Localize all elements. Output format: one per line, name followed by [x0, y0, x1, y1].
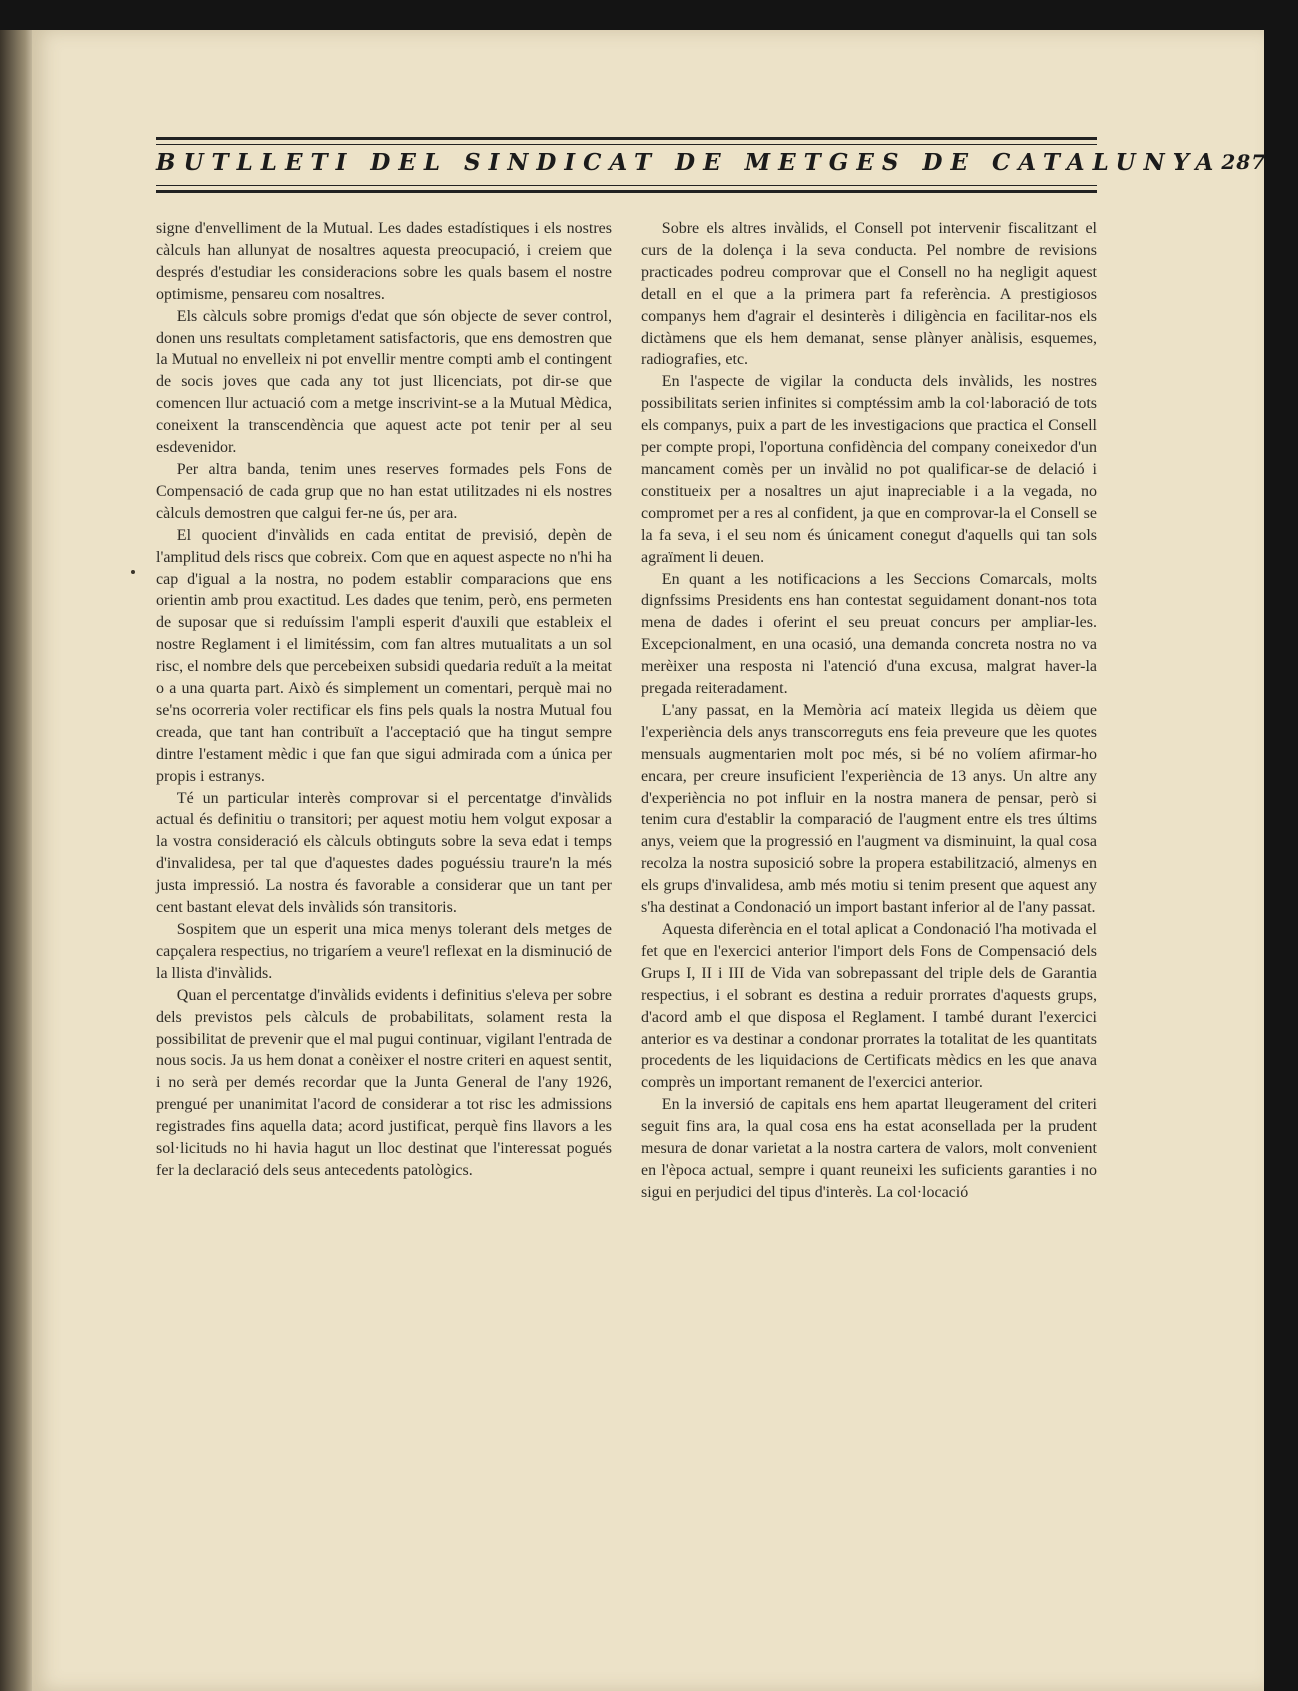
right-column	[641, 218, 1097, 1204]
paragraph: Aquesta diferència en el total aplicat a Condonació l'ha motivada el fet que en l'exercici anterior l'import dels Fons de Compensació dels Grups I, II i III de Vida van sobrepassant del triple dels de Garantia respectius, i el sobrant es destina a reduir prorrates d'aquests grups, d'acord amb el que disposa el Reglament. I també durant l'exercici anterior es va destinar a condonar prorrates la totalitat de les quantitats procedents de les liquidacions de Certificats mèdics en les que anava comprès un important remanent de l'exercici anterior.	[641, 921, 1097, 1092]
page-edge	[0, 30, 36, 1691]
paragraph: signe d'envelliment de la Mutual. Les dades estadístiques i els nostres càlculs han allunyat de nosaltres aquesta preocupació, i creiem que després d'estudiar les consideracions sobre les quals basem el nostre optimisme, pensareu com nosaltres.	[156, 220, 612, 303]
journal-title: BUTLLETI DEL SINDICAT DE METGES DE CATALUNYA	[156, 148, 1222, 176]
paragraph: En quant a les notificacions a les Seccions Comarcals, molts dignfssims Presidents ens han contestat seguidament donant-nos tota mena de dades i oferint el seu preuat concurs per ampliar-les. Excepcionalment, en una ocasió, una demanda concreta nostra no va merèixer una resposta ni l'atenció d'una excusa, malgrat haver-la pregada reiteradament.	[641, 570, 1097, 698]
header-row	[156, 145, 1267, 179]
paragraph: Els càlculs sobre promigs d'edat que són objecte de sever control, donen uns resultats completament satisfactoris, que ens demostren que la Mutual no envelleix ni pot envellir mentre compti amb el contingent de socis joves que cada any tot just llicenciats, pot dir-se que comencen llur actuació com a metge inscrivint-se a la Mutual Mèdica, coneixent la transcendència que aquest acte pot tenir per al seu esdevenidor.	[156, 307, 612, 457]
paragraph: En l'aspecte de vigilar la conducta dels invàlids, les nostres possibilitats serien infinites si comptéssim amb la col·laboració de tots els companys, puix a part de les investigacions que practica el Consell per compte propi, l'oportuna confidència del company coneixedor d'un mancament comès per un invàlid no pot qualificar-se de delació i constitueix per a nosaltres un ajut inapreciable i a la vegada, no compromet per a res al confident, ja que en comprovar-la el Consell se la fa seva, i el seu nom és únicament conegut d'aquells qui tan sols agraïment li deuen.	[641, 373, 1097, 566]
header-rule	[156, 137, 1097, 140]
paragraph: El quocient d'invàlids en cada entitat de previsió, depèn de l'amplitud dels riscs que cobreix. Com que en aquest aspecte no n'hi ha cap d'igual a la nostra, no podem establir comparacions que ens orientin amb prou exactitud. Les dades que tenim, però, ens permeten de suposar que si reduíssim l'ampli esperit d'auxili que estableix el nostre Reglament i el limitéssim, com fan altres mutualitats a un sol risc, el nombre dels que percebeixen subsidi quedaria reduït a la meitat o a una quarta part. Això és simplement un comentari, perquè mai no se'ns ocorreria voler rectificar els fins pels quals la nostra Mutual fou creada, que tant han contribuït a l'acceptació que ha tingut sempre dintre l'estament mèdic i que fan que sigui admirada com a única per propis i estranys.	[156, 526, 612, 785]
margin-dot	[131, 570, 135, 574]
running-header	[156, 137, 1267, 193]
page-number: 287	[1221, 150, 1267, 174]
paragraph: Quan el percentatge d'invàlids evidents i definitius s'eleva per sobre dels previstos pels càlculs de probabilitats, solament resta la possibilitat de prevenir que el mal pugui continuar, vigilant l'entrada de nous socis. Ja us hem donat a conèixer el nostre criteri en aquest sentit, i no serà per demés recordar que la Junta General de l'any 1926, prengué per unanimitat l'acord de considerar a tot risc les admissions registrades fins aquella data; acord justificat, perquè fins llavors a les sol·licituds no hi havia hagut un lloc destinat que l'interessat pogués fer la declaració dels seus antecedents patològics.	[156, 986, 612, 1179]
header-rule	[156, 185, 1097, 186]
left-column	[156, 218, 612, 1182]
paragraph: Sospitem que un esperit una mica menys tolerant dels metges de capçalera respectius, no trigaríem a veure'l reflexat en la disminució de la llista d'invàlids.	[156, 921, 612, 982]
header-rule	[156, 190, 1097, 193]
paragraph: L'any passat, en la Memòria ací mateix llegida us dèiem que l'experiència dels anys transcorreguts ens feia preveure que les quotes mensuals augmentarien molt poc més, si bé no volíem afirmar-ho encara, per creure insuficient l'experiència de 13 anys. Un altre any d'experiència no pot influir en la nostra manera de pensar, però si tenim cura d'establir la comparació de l'augment entre els tres últims anys, veiem que la progressió en l'augment va disminuint, la qual cosa recolza la nostra suposició sobre la propera estabilització, almenys en els grups d'invalidesa, amb més motiu si tenim present que aquest any s'ha destinat a Condonació un import bastant inferior al de l'any passat.	[641, 701, 1097, 917]
paragraph: Té un particular interès comprovar si el percentatge d'invàlids actual és definitiu o transitori; per aquest motiu hem volgut exposar a la vostra consideració els càlculs obtinguts sobre la seva edat i temps d'invalidesa, per tal que d'aquestes dades poguéssiu traure'n la més justa impressió. La nostra és favorable a considerar que un tant per cent bastant elevat dels invàlids són transitoris.	[156, 789, 612, 917]
paragraph: En la inversió de capitals ens hem apartat lleugerament del criteri seguit fins ara, la qual cosa ens ha estat aconsellada per la prudent mesura de donar varietat a la nostra cartera de valors, molt convenient en l'època actual, sempre i quant reuneixi les suficients garanties i no sigui en perjudici del tipus d'interès. La col·locació	[641, 1096, 1097, 1201]
paragraph: Per altra banda, tenim unes reserves formades pels Fons de Compensació de cada grup que no han estat utilitzades ni els nostres càlculs demostren que calgui fer-ne ús, per ara.	[156, 460, 612, 522]
paragraph: Sobre els altres invàlids, el Consell pot intervenir fiscalitzant el curs de la dolença i la seva conducta. Pel nombre de revisions practicades podreu comprovar que el Consell no ha negligit aquest detall en el que a la primera part fa referència. A prestigiosos companys hem d'agrair el desinterès i diligència en facilitar-nos els dictàmens que els hem demanat, sense plànyer anàlisis, esquemes, radiografies, etc.	[641, 220, 1097, 369]
